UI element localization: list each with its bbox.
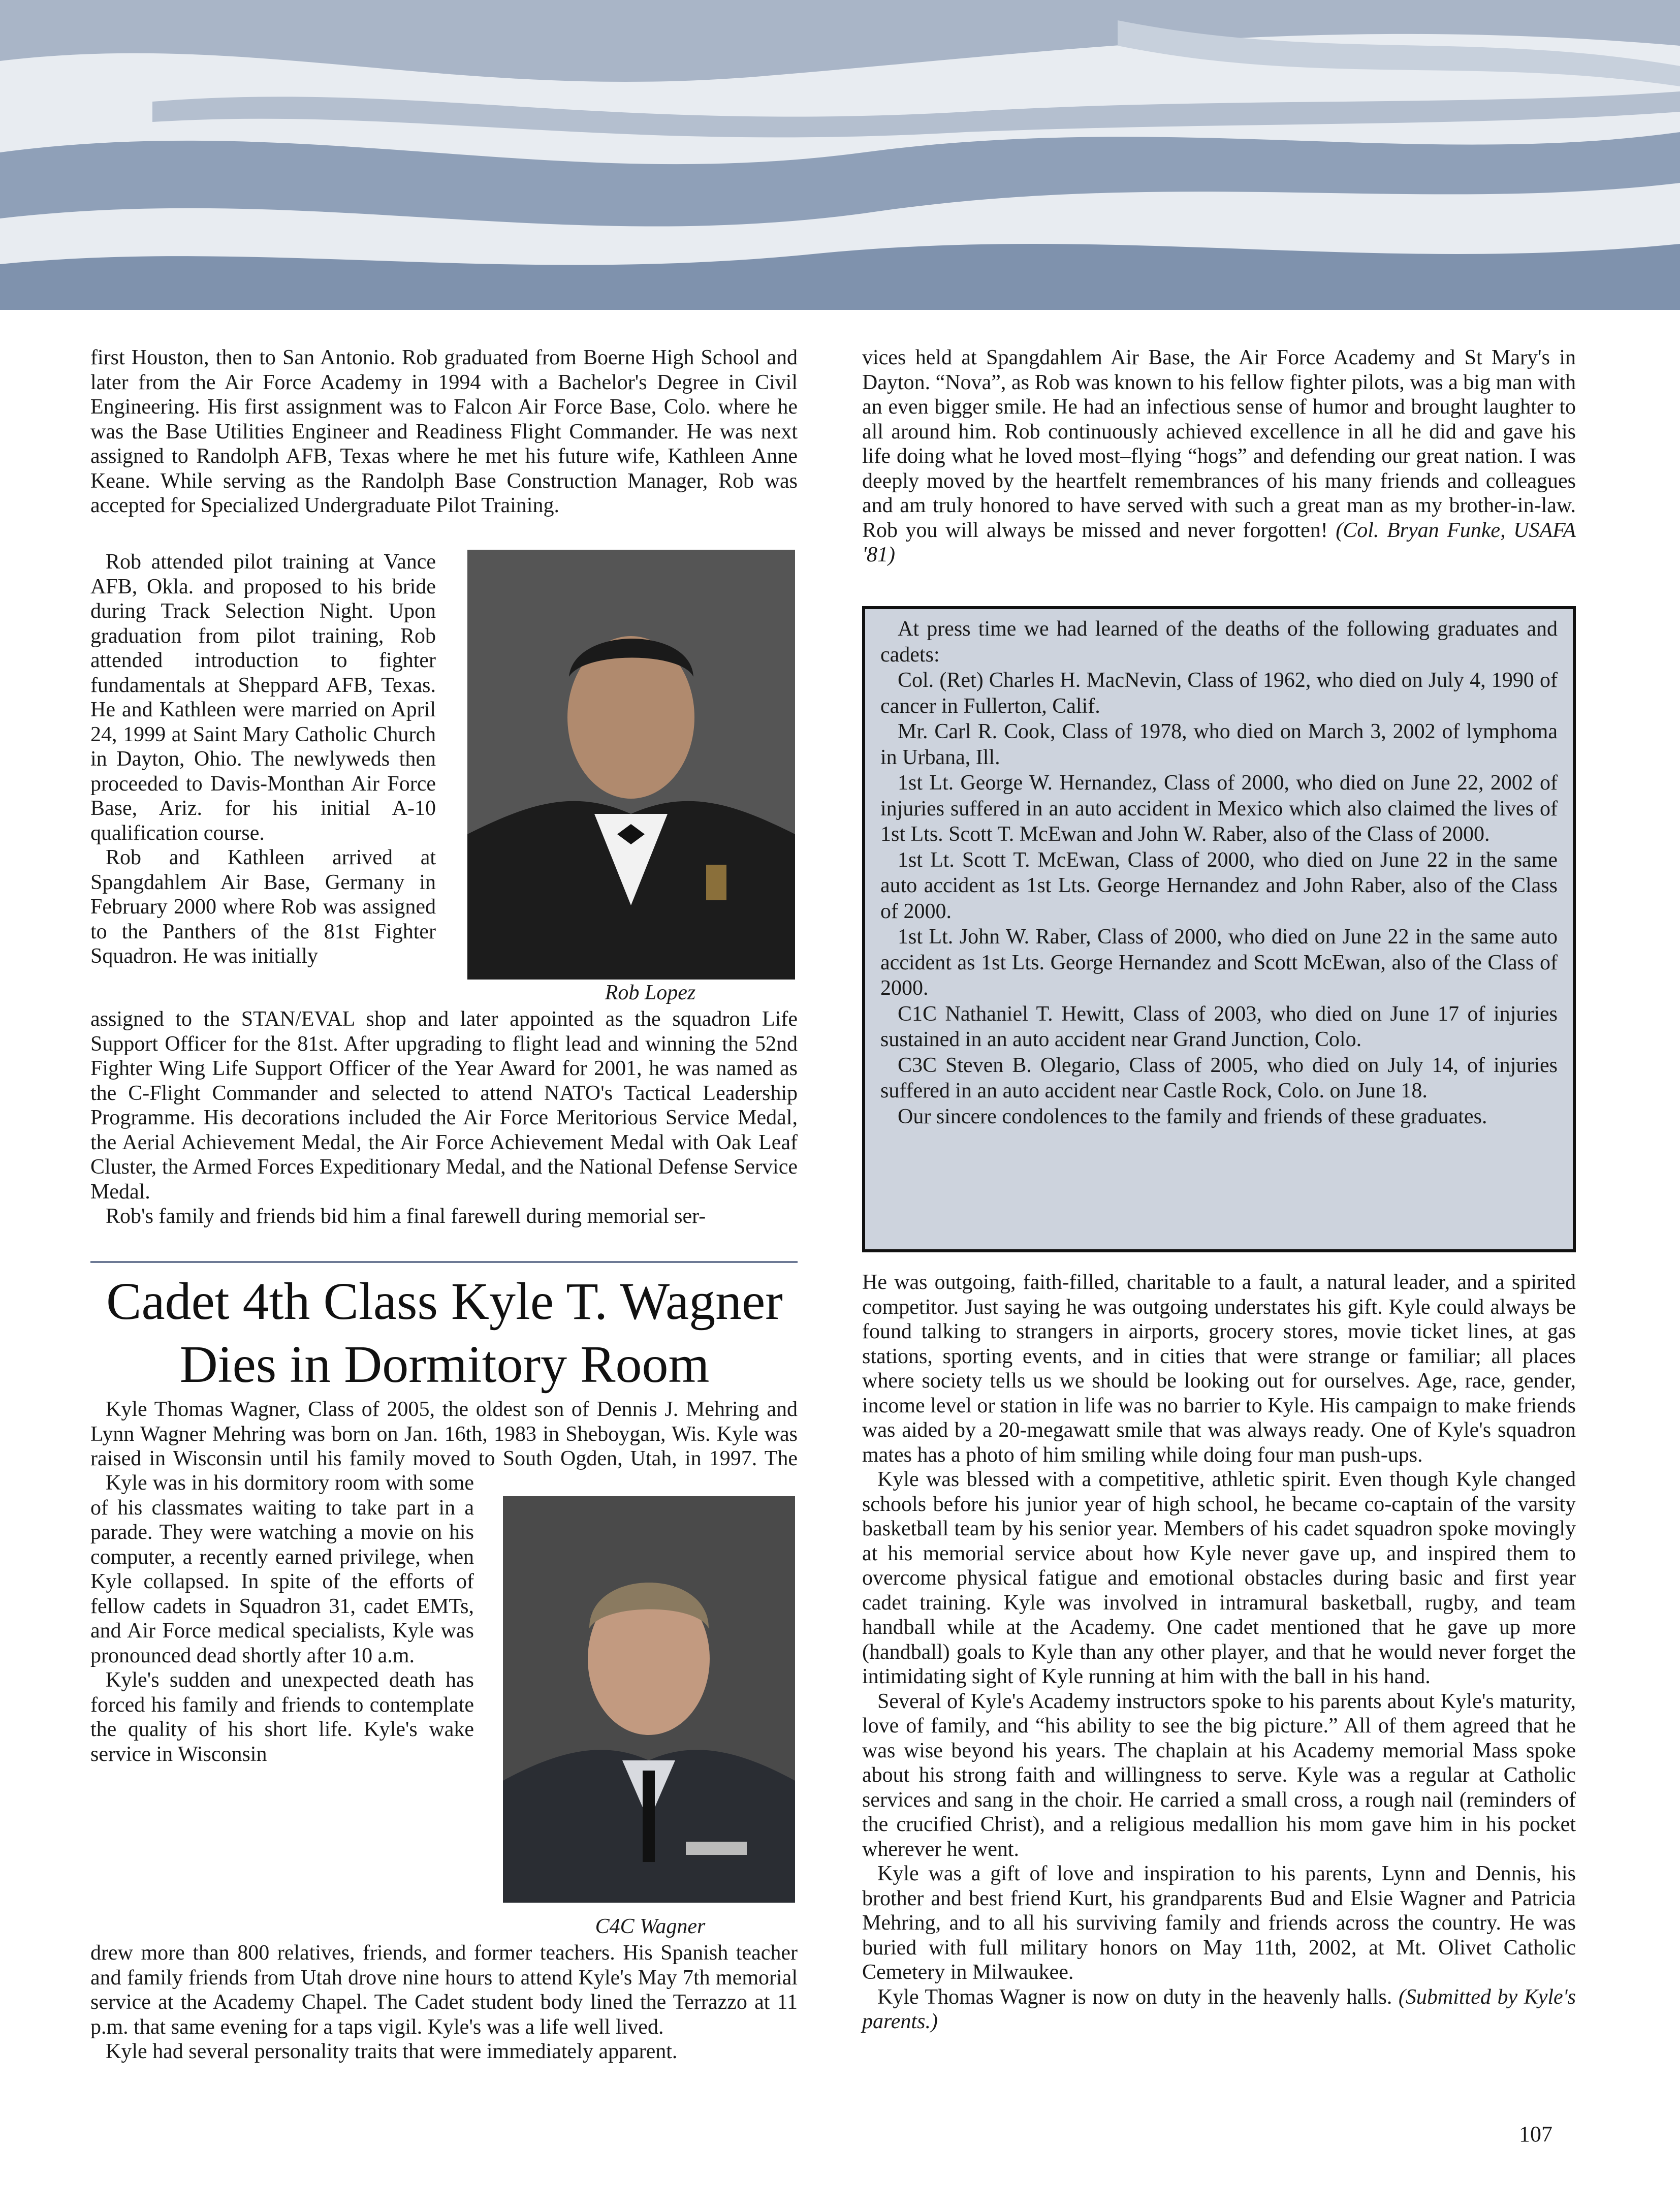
paragraph bbox=[862, 345, 1576, 567]
section-divider bbox=[90, 1261, 798, 1263]
kyle-article-intro bbox=[90, 1397, 798, 1471]
paragraph: first Houston, then to San Antonio. Rob graduated from Boerne High School and later from the Air Force Academy in 1994 with a Bachelor's Degree in Civil Engineering. His first assignment was to Falcon Air Force Base, Colo. where he was the Base Utilities Engineer and Readiness Flight Commander. He was next assigned to Randolph AFB, Texas where he met his future wife, Kathleen Anne Keane. While serving as the Randolph Base Construction Manager, Rob was accepted for Specialized Undergraduate Pilot Training. bbox=[90, 346, 798, 517]
notice-item: Our sincere condolences to the family and friends of these graduates. bbox=[898, 1104, 1487, 1128]
paragraph: assigned to the STAN/EVAL shop and later appointed as the squadron Life Support Officer for the 81st. After upgrading to flight lead and winning the 52nd Fighter Wing Life Support Officer of the Year Award for 2001, he was named as the C-Flight Commander and selected to attend NATO's Tactical Leadership Programme. His decorations included the Air Force Meritorious Service Medal, the Aerial Achievement Medal, the Air Force Achievement Medal with Oak Leaf Cluster, the Armed Forces Expeditionary Medal, and the National Defense Service Medal. bbox=[90, 1007, 798, 1204]
kyle-photo-caption: C4C Wagner bbox=[595, 1915, 706, 1938]
paragraph: drew more than 800 relatives, friends, and former teachers. His Spanish teacher and family friends from Utah drove nine hours to attend Kyle's May 7th memorial service at the Academy Chapel. The Cadet student body lined the Terrazzo at 11 p.m. that same evening for a taps vigil. Kyle's was a life well lived. bbox=[90, 1941, 798, 2039]
paragraph: Several of Kyle's Academy instructors spoke to his parents about Kyle's maturity, love of family, and “his ability to see the big picture.” All of them agreed that he was wise beyond his years. The chaplain at his Academy memorial Mass spoke about his strong faith and willingness to serve. Kyle was a regular at Catholic services and sang in the choir. He carried a small cross, a rough nail (reminders of the crucified Christ), and a religious medallion his mom gave him in his pocket wherever he went. bbox=[862, 1689, 1576, 1861]
paragraph: Rob's family and friends bid him a final farewell during memorial ser- bbox=[106, 1205, 706, 1228]
paragraph-text: Kyle Thomas Wagner is now on duty in the heavenly halls. bbox=[877, 1985, 1392, 2009]
article-headline: Cadet 4th Class Kyle T. Wagner Dies in Dormitory Room bbox=[106, 1272, 783, 1394]
notice-item: 1st Lt. George W. Hernandez, Class of 2000, who died on June 22, 2002 of injuries suffered in an auto accident in Mexico which also claimed the lives of 1st Lts. Scott T. McEwan and John W. Raber, also of the Class of 2000. bbox=[880, 771, 1558, 846]
notice-item: C1C Nathaniel T. Hewitt, Class of 2003, who died on June 17 of injuries sustained in an auto accident near Grand Junction, Colo. bbox=[880, 1002, 1558, 1051]
paragraph: Kyle was blessed with a competitive, athletic spirit. Even though Kyle changed schools before his junior year of high school, he became co-captain of the varsity basketball team by his senior year. Members of his cadet squadron spoke movingly at his memorial service about how Kyle never gave up, and inspired them to overcome physical fatigue and emotional obstacles during basic and first year cadet training. Kyle was involved in intramural basketball, rugby, and team handball while at the Academy. One cadet mentioned that he gave up more (handball) goals to Kyle than any other player, and that he would never forget the intimidating sight of Kyle running at him with the ball in his hand. bbox=[862, 1468, 1576, 1688]
paragraph: Rob and Kathleen arrived at Spangdahlem Air Base, Germany in February 2000 where Rob was assigned to the Panthers of the 81st Fighter Squadron. He was initially bbox=[90, 846, 436, 968]
paragraph: Kyle had several personality traits that were immediately apparent. bbox=[106, 2040, 678, 2063]
notice-item: 1st Lt. John W. Raber, Class of 2000, who died on June 22 in the same auto accident as 1st Lts. George Hernandez and Scott McEwan, also of the Class of 2000. bbox=[880, 925, 1558, 1000]
notice-item: 1st Lt. Scott T. McEwan, Class of 2000, who died on June 22 in the same auto accident as 1st Lts. George Hernandez and John Raber, also of the Class of 2000. bbox=[880, 848, 1558, 923]
rob-article-wrap bbox=[90, 550, 436, 969]
notice-item: At press time we had learned of the deaths of the following graduates and cadets: bbox=[880, 617, 1558, 667]
author-credit: (Col. Bryan Funke, USAFA '81) bbox=[862, 518, 1576, 566]
notice-item: Mr. Carl R. Cook, Class of 1978, who died on March 3, 2002 of lymphoma in Urbana, Ill. bbox=[880, 720, 1558, 769]
kyle-article-right bbox=[862, 1270, 1576, 2034]
kyle-article-left-continued bbox=[90, 1941, 798, 2064]
author-credit: (Submitted by Kyle's parents.) bbox=[862, 1985, 1576, 2033]
paragraph: Kyle Thomas Wagner, Class of 2005, the oldest son of Dennis J. Mehring and Lynn Wagner Mehring was born on Jan. 16th, 1983 in Sheboygan, Wis. Kyle was raised in Wisconsin until his family moved to South Ogden, Utah, in 1997. The bbox=[90, 1398, 798, 1470]
paragraph: Kyle was in his dormitory room with some of his classmates waiting to take part in a parade. They were watching a movie on his computer, a recently earned privilege, when Kyle collapsed. In spite of the efforts of fellow cadets in Squadron 31, cadet EMTs, and Air Force medical specialists, Kyle was pronounced dead shortly after 10 a.m. bbox=[90, 1471, 474, 1667]
rob-article-intro bbox=[90, 345, 798, 518]
paragraph: He was outgoing, faith-filled, charitable to a fault, a natural leader, and a spirited competitor. Just saying he was outgoing understates his gift. Kyle could always be found talking to strangers in airports, grocery stores, movie ticket lines, at gas stations, sporting events, and in cities that were strange or familiar; all places where society tells us we should be looking out for ourselves. Age, race, gender, income level or station in life was no barrier to Kyle. His campaign to make friends was aided by a 20-megawatt smile that was always ready. One of Kyle's squadron mates has a photo of him smiling while doing four man push-ups. bbox=[862, 1271, 1576, 1467]
paragraph: Kyle's sudden and unexpected death has forced his family and friends to contemplate the quality of his short life. Kyle's wake service in Wisconsin bbox=[90, 1668, 474, 1766]
page-number: 107 bbox=[1519, 2122, 1552, 2147]
rob-article-continued bbox=[90, 1007, 798, 1229]
paragraph: Kyle was a gift of love and inspiration to his parents, Lynn and Dennis, his brother and best friend Kurt, his grandparents Bud and Elsie Wagner and Patricia Mehring, and to all his surviving family and friends across the country. He was buried with full military honors on May 11th, 2002, at Mt. Olivet Catholic Cemetery in Milwaukee. bbox=[862, 1862, 1576, 1984]
rob-article-right bbox=[862, 345, 1576, 567]
kyle-wagner-photo bbox=[503, 1496, 795, 1903]
notice-item: Col. (Ret) Charles H. MacNevin, Class of 1962, who died on July 4, 1990 of cancer in Fullerton, Calif. bbox=[880, 669, 1558, 718]
paragraph-text: vices held at Spangdahlem Air Base, the Air Force Academy and St Mary's in Dayton. “Nova”, as Rob was known to his fellow fighter pilots, was a big man with an even bigger smile. He had an infectious sense of humor and brought laughter to all around him. Rob continuously achieved excellence in all he did and gave his life doing what he loved most–flying “hogs” and defending our great nation. I was deeply moved by the heartfelt remembrances of his many friends and colleagues and am truly honored to have served with such a great man as my brother-in-law. Rob you will always be missed and never forgotten! bbox=[862, 346, 1576, 542]
rob-lopez-photo bbox=[467, 550, 795, 980]
paragraph: Rob attended pilot training at Vance AFB, Okla. and proposed to his bride during Track Selection Night. Upon graduation from pilot training, Rob attended introduction to fighter fundamentals at Sheppard AFB, Texas. He and Kathleen were married on April 24, 1999 at Saint Mary Catholic Church in Dayton, Ohio. The newlyweds then proceeded to Davis-Monthan Air Force Base, Ariz. for his initial A-10 qualification course. bbox=[90, 550, 436, 845]
notice-item: C3C Steven B. Olegario, Class of 2005, who died on July 14, of injuries suffered in an auto accident near Castle Rock, Colo. on June 18. bbox=[880, 1053, 1558, 1102]
rob-photo-caption: Rob Lopez bbox=[605, 981, 696, 1004]
paragraph bbox=[862, 1985, 1576, 2034]
deaths-notice-box bbox=[862, 606, 1576, 1252]
kyle-article-wrap bbox=[90, 1471, 474, 1766]
zebra-stripe-banner bbox=[0, 0, 1680, 310]
